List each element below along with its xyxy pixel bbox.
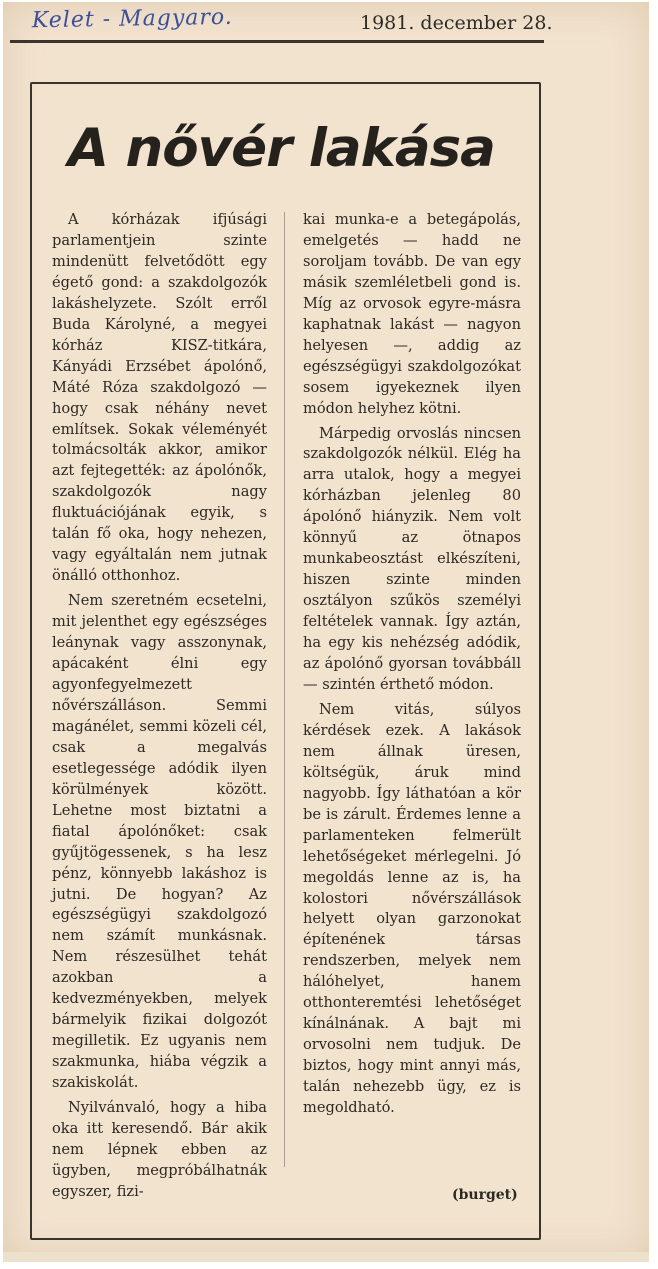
paragraph: Nem szeretném ecsetelni, mit jelenthet egy egészséges leánynak vagy asszonynak, apácaként élni egy agyonfegyelmezett nővérszálláson. Semmi magánélet, semmi közeli cél, csak a megalvás esetlegessége adódik ilyen körülmények között. Lehetne most biztatni a fiatal ápolónőket: csak gyűjtögessenek, s ha lesz pénz, könnyebb lakáshoz is jutni. De hogyan? Az egészségügyi szakdolgozó nem számít munkásnak. Nem részesülhet tehát azokban a kedvezményekben, melyek bármelyik fizikai dolgozót megilletik. Ez ugyanis nem szakmunka, hiába végzik a szakiskolát. xyxy=(52,592,267,1092)
handwritten-source-note: Kelet - Magyaro. xyxy=(31,4,233,34)
paragraph: A kórházak ifjúsági parlamentjein szinte mindenütt felvetődött egy égető gond: a szakdolgozók lakáshelyzete. Szólt erről Buda Károlyné, a megyei kórház KISZ-titkára, Kányádi Erzsébet ápolónő, Máté Róza szakdolgozó — hogy csak néhány nevet említsek. Sokak véleményét tolmácsolták akkor, amikor azt fejtegették: az ápolónők, szakdolgozók nagy fluktuációjának egyik, s talán fő oka, hogy nehezen, vagy egyáltalán nem jutnak önálló otthonhoz. xyxy=(52,211,267,585)
article-column-left xyxy=(52,210,267,1203)
header-rule xyxy=(10,40,544,43)
torn-edge xyxy=(3,1252,649,1262)
publication-date: 1981. december 28. xyxy=(360,12,553,34)
paragraph: kai munka-e a betegápolás, emelgetés — hadd ne soroljam tovább. De van egy másik szemléletbeli gond is. Míg az orvosok egyre-másra kaphatnak lakást — nagyon helyesen —, addig az egészségügyi szakdolgozókat sosem igyekeznek ilyen módon helyhez kötni. xyxy=(303,211,521,417)
article-title: A nővér lakása xyxy=(68,118,495,179)
paragraph: Márpedig orvoslás nincsen szakdolgozók nélkül. Elég ha arra utalok, hogy a megyei kórházban jelenleg 80 ápolónő hiányzik. Nem volt könnyű az ötnapos munkabeosztást elkészíteni, hiszen szinte minden osztályon szűkös személyi feltételek vannak. Így aztán, ha egy kis nehézség adódik, az ápolónő gyorsan továbbáll — szintén érthető módon. xyxy=(303,424,521,693)
column-divider xyxy=(284,212,285,1167)
paragraph: Nyilvánvaló, hogy a hiba oka itt keresendő. Bár akik nem lépnek ebben az ügyben, megpróbálhatnák egyszer, fizi- xyxy=(52,1099,267,1200)
paragraph: Nem vitás, súlyos kérdések ezek. A lakások nem állnak üresen, költségük, áruk mind nagyobb. Így láthatóan a kör be is zárult. Érdemes lenne a parlamenteken felmerült lehetőségeket mérlegelni. Jó megoldás lenne az is, ha kolostori nővérszállások helyett olyan garzonokat építenének társas rendszerben, melyek nem hálóhelyet, hanem otthonteremtési lehetőséget kínálnának. A bajt mi orvosolni nem tudjuk. De biztos, hogy mint annyi más, talán nehezebb ügy, ez is megoldható. xyxy=(303,700,521,1117)
article-column-right xyxy=(303,210,521,1119)
author-signature: (burget) xyxy=(452,1187,518,1203)
